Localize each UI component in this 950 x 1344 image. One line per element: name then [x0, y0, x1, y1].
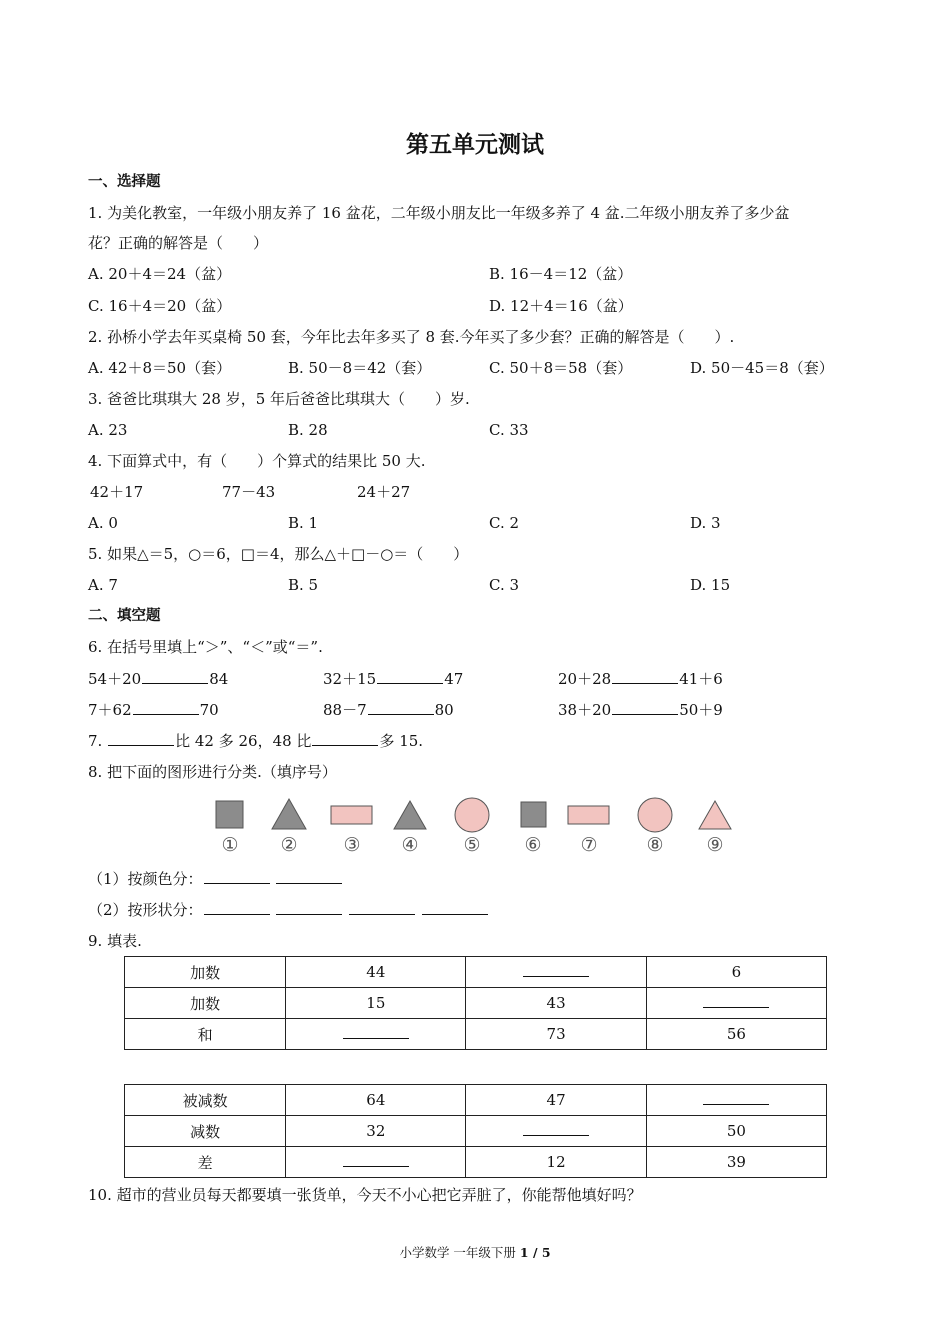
q8-part2	[88, 900, 489, 920]
q1-stem-line1: 1. 为美化教室，一年级小朋友养了 16 盆花，二年级小朋友比一年级多养了 4 盆.二年级小朋友养了多少盆	[88, 204, 790, 222]
table-cell: 15	[286, 988, 466, 1019]
q6-compare	[558, 669, 723, 689]
q4-stem: 4. 下面算式中，有（ ）个算式的结果比 50 大.	[88, 452, 426, 470]
table-cell: 减数	[125, 1116, 286, 1147]
table-cell: 56	[646, 1019, 826, 1050]
q4-expr-3: 24＋27	[357, 483, 411, 501]
table-cell-blank[interactable]	[286, 1019, 466, 1050]
circle-shape	[625, 795, 685, 835]
q6-right: 41＋6	[679, 670, 723, 688]
answer-blank[interactable]	[349, 900, 415, 915]
square-shape	[503, 795, 563, 835]
q6-right: 80	[434, 701, 454, 719]
answer-blank[interactable]	[276, 900, 342, 915]
q4-option-b: B. 1	[288, 514, 319, 532]
footer-text: 小学数学 一年级下册	[399, 1245, 520, 1260]
table-cell: 被减数	[125, 1085, 286, 1116]
q3-stem: 3. 爸爸比琪琪大 28 岁，5 年后爸爸比琪琪大（ ）岁.	[88, 390, 470, 408]
table-cell: 加数	[125, 988, 286, 1019]
q5-option-c: C. 3	[489, 576, 520, 594]
answer-blank[interactable]	[377, 669, 443, 684]
q8-part1-label: （1）按颜色分：	[88, 870, 203, 888]
shape-item-3	[322, 795, 382, 861]
q6-stem: 6. 在括号里填上“＞”、“＜”或“＝”.	[88, 638, 323, 656]
q7-stem	[88, 731, 423, 751]
q6-left: 20＋28	[558, 670, 612, 688]
q6-compare	[323, 700, 454, 720]
q2-option-a: A. 42＋8＝50（套）	[88, 359, 232, 377]
q8-part1	[88, 869, 343, 889]
table-cell: 43	[466, 988, 646, 1019]
answer-blank[interactable]	[204, 869, 270, 884]
answer-blank[interactable]	[612, 700, 678, 715]
square-shape	[200, 795, 260, 835]
page-footer	[0, 1243, 950, 1261]
subtraction-table	[124, 1084, 827, 1178]
page-number: 1 / 5	[519, 1245, 551, 1260]
table-cell-blank[interactable]	[466, 1116, 646, 1147]
q7-number: 7.	[88, 732, 103, 750]
answer-blank[interactable]	[343, 1154, 409, 1167]
q4-option-a: A. 0	[88, 514, 118, 532]
shape-item-7	[559, 795, 619, 861]
shape-figure	[200, 795, 760, 861]
q6-compare	[88, 669, 228, 689]
answer-blank[interactable]	[523, 1123, 589, 1136]
shape-item-2	[259, 795, 319, 861]
q3-option-a: A. 23	[88, 421, 128, 439]
table-row	[125, 1085, 827, 1116]
table-cell-blank[interactable]	[286, 1147, 466, 1178]
table-row	[125, 1147, 827, 1178]
shape-item-4	[380, 795, 440, 861]
q5-option-b: B. 5	[288, 576, 319, 594]
table-cell: 差	[125, 1147, 286, 1178]
q4-option-c: C. 2	[489, 514, 520, 532]
q10-stem: 10. 超市的营业员每天都要填一张货单，今天不小心把它弄脏了，你能帮他填好吗？	[88, 1186, 642, 1204]
q1-option-a: A. 20＋4＝24（盆）	[88, 265, 232, 283]
answer-blank[interactable]	[612, 669, 678, 684]
q6-right: 50＋9	[679, 701, 723, 719]
table-cell: 加数	[125, 957, 286, 988]
table-row	[125, 957, 827, 988]
q6-left: 38＋20	[558, 701, 612, 719]
q1-option-b: B. 16－4＝12（盆）	[489, 265, 633, 283]
shape-number: ②	[280, 834, 298, 856]
triangle-shape	[685, 795, 745, 835]
q1-option-c: C. 16＋4＝20（盆）	[88, 297, 232, 315]
q8-part2-label: （2）按形状分：	[88, 901, 203, 919]
triangle-shape	[380, 795, 440, 835]
rectangle-shape	[322, 795, 382, 835]
answer-blank[interactable]	[422, 900, 488, 915]
table-row	[125, 988, 827, 1019]
table-cell: 50	[646, 1116, 826, 1147]
shape-item-6	[503, 795, 563, 861]
table-cell-blank[interactable]	[466, 957, 646, 988]
page-title: 第五单元测试	[406, 132, 544, 158]
q4-option-d: D. 3	[690, 514, 721, 532]
answer-blank[interactable]	[204, 900, 270, 915]
q5-stem: 5. 如果△＝5，○＝6，□＝4，那么△＋□－○＝（ ）	[88, 545, 469, 563]
shape-number: ④	[401, 834, 419, 856]
answer-blank[interactable]	[312, 731, 378, 746]
table-row	[125, 1116, 827, 1147]
table-cell: 和	[125, 1019, 286, 1050]
q2-stem: 2. 孙桥小学去年买桌椅 50 套，今年比去年多买了 8 套.今年买了多少套？正确的解答是（ ）.	[88, 328, 735, 346]
shape-item-5	[442, 795, 502, 861]
q1-option-d: D. 12＋4＝16（盆）	[489, 297, 633, 315]
q6-left: 7＋62	[88, 701, 132, 719]
table-cell: 12	[466, 1147, 646, 1178]
table-cell: 6	[646, 957, 826, 988]
shape-number: ③	[343, 834, 361, 856]
answer-blank[interactable]	[133, 700, 199, 715]
circle-shape	[442, 795, 502, 835]
q6-compare	[88, 700, 219, 720]
shape-number: ①	[221, 834, 239, 856]
q6-compare	[323, 669, 463, 689]
shape-number: ⑧	[646, 834, 664, 856]
answer-blank[interactable]	[703, 1092, 769, 1105]
q9-stem: 9. 填表.	[88, 932, 142, 950]
q4-expr-1: 42＋17	[90, 483, 144, 501]
shape-item-8	[625, 795, 685, 861]
answer-blank[interactable]	[368, 700, 434, 715]
shape-item-9	[685, 795, 745, 861]
answer-blank[interactable]	[703, 995, 769, 1008]
q6-left: 54＋20	[88, 670, 142, 688]
table-cell: 39	[646, 1147, 826, 1178]
q6-compare	[558, 700, 723, 720]
table-cell: 32	[286, 1116, 466, 1147]
table-cell-blank[interactable]	[646, 1085, 826, 1116]
q6-right: 84	[209, 670, 229, 688]
answer-blank[interactable]	[276, 869, 342, 884]
q3-option-c: C. 33	[489, 421, 529, 439]
table-cell-blank[interactable]	[646, 988, 826, 1019]
shape-number: ⑨	[706, 834, 724, 856]
rectangle-shape	[559, 795, 619, 835]
q5-option-d: D. 15	[690, 576, 731, 594]
q5-option-a: A. 7	[88, 576, 118, 594]
q3-option-b: B. 28	[288, 421, 328, 439]
shape-number: ⑥	[524, 834, 542, 856]
table-cell: 73	[466, 1019, 646, 1050]
q6-left: 32＋15	[323, 670, 377, 688]
q6-left: 88－7	[323, 701, 367, 719]
triangle-shape	[259, 795, 319, 835]
q8-stem: 8. 把下面的图形进行分类.（填序号）	[88, 763, 337, 781]
section-heading-choice: 一、选择题	[88, 174, 161, 190]
q2-option-d: D. 50－45＝8（套）	[690, 359, 834, 377]
q2-option-c: C. 50＋8＝58（套）	[489, 359, 633, 377]
answer-blank[interactable]	[142, 669, 208, 684]
q6-right: 47	[444, 670, 464, 688]
shape-number: ⑤	[463, 834, 481, 856]
q7-text: 比 42 多 26，48 比	[175, 732, 312, 750]
table-cell: 47	[466, 1085, 646, 1116]
table-cell: 44	[286, 957, 466, 988]
q1-stem-line2: 花？正确的解答是（ ）	[88, 234, 269, 252]
q2-option-b: B. 50－8＝42（套）	[288, 359, 432, 377]
q4-expr-2: 77－43	[222, 483, 276, 501]
section-heading-fill: 二、填空题	[88, 608, 161, 624]
addition-table	[124, 956, 827, 1050]
table-row	[125, 1019, 827, 1050]
table-cell: 64	[286, 1085, 466, 1116]
answer-blank[interactable]	[343, 1026, 409, 1039]
shape-item-1	[200, 795, 260, 861]
answer-blank[interactable]	[523, 964, 589, 977]
q7-text-end: 多 15.	[379, 732, 424, 750]
q6-right: 70	[199, 701, 219, 719]
answer-blank[interactable]	[108, 731, 174, 746]
shape-number: ⑦	[580, 834, 598, 856]
